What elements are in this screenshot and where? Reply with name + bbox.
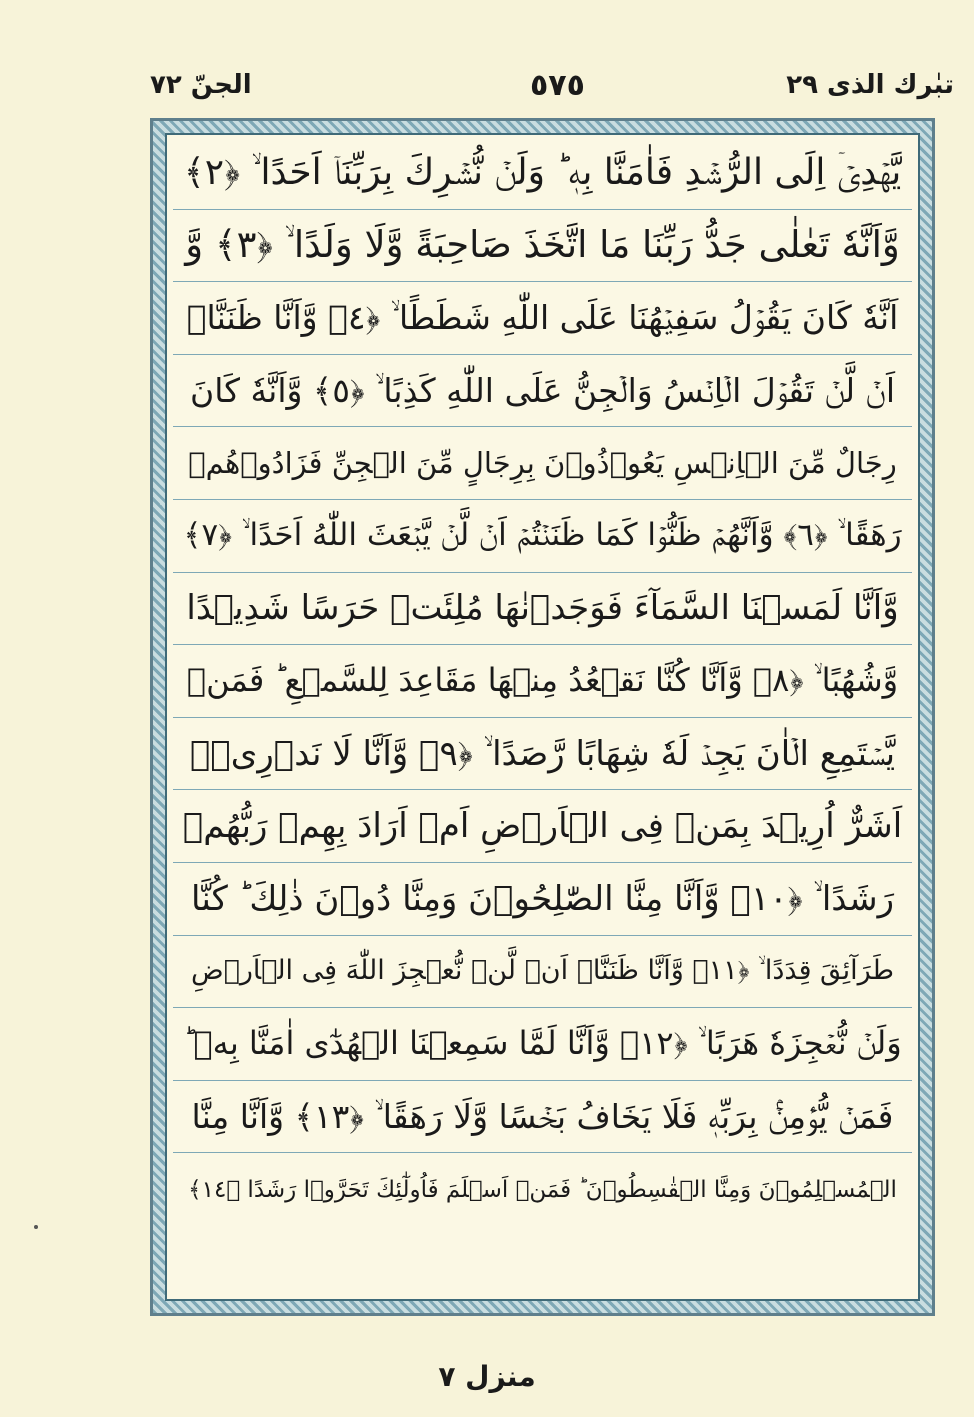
- verse-line: فَمَنۡ يُّؤۡمِنۡۢ بِرَبِّهٖ فَلَا يَخَافُ بَخۡسًا وَّلَا رَهَقًا ۙ‏ ﴿١٣﴾ وَّاَنَّا مِنَّا: [173, 1081, 912, 1154]
- text-panel: [165, 133, 920, 1301]
- page-number: ٥٧٥: [530, 68, 585, 103]
- juz-name: تبٰرك الذى ٢٩: [786, 70, 954, 100]
- margin-dot: [34, 1225, 38, 1229]
- verse-line: يَّهۡدِىۡۤ اِلَى الرُّشۡدِ فَاٰمَنَّا بِهٖ ؕ وَلَنۡ نُّشۡرِكَ بِرَبِّنَاۤ اَحَدًا ۙ‏ ﴿٢﴾: [173, 137, 912, 210]
- verse-line: رِجَالٌ مِّنَ الۡاِنۡسِ يَعُوۡذُوۡنَ بِرِجَالٍ مِّنَ الۡجِنِّ فَزَادُوۡهُمۡ: [173, 427, 912, 500]
- manzil-label: منزل ۷: [438, 1360, 536, 1393]
- verse-line: رَهَقًا ۙ‏ ﴿٦﴾ وَّاَنَّهُمۡ ظَنُّوۡا كَمَا ظَنَنۡتُمۡ اَنۡ لَّنۡ يَّبۡعَثَ اللّٰهُ اَحَدًا ۙ‏ ﴿٧﴾: [173, 500, 912, 573]
- verse-line: وَلَنۡ نُّعۡجِزَهٗ هَرَبًا ۙ‏ ﴿١٢﴾ وَّاَنَّا لَمَّا سَمِعۡنَا الۡهُدٰٓى اٰمَنَّا بِهٖ ؕ: [173, 1008, 912, 1081]
- verse-line: اَنَّهٗ كَانَ يَقُوۡلُ سَفِيۡهُنَا عَلَى اللّٰهِ شَطَطًا ۙ‏ ﴿٤﴾ وَّاَنَّا ظَنَنَّاۤ: [173, 282, 912, 355]
- verse-line: اَشَرٌّ اُرِيۡدَ بِمَنۡ فِى الۡاَرۡضِ اَمۡ اَرَادَ بِهِمۡ رَبُّهُمۡ: [173, 790, 912, 863]
- verse-line: وَّاَنَّهٗ تَعٰلٰى جَدُّ رَبِّنَا مَا اتَّخَذَ صَاحِبَةً وَّلَا وَلَدًا ۙ‏ ﴿٣﴾ وَّ: [173, 210, 912, 283]
- verse-line: يَّسۡتَمِعِ الۡاٰنَ يَجِدۡ لَهٗ شِهَابًا رَّصَدًا ۙ‏ ﴿٩﴾ وَّاَنَّا لَا نَدۡرِىۡۤ: [173, 718, 912, 791]
- verse-line: اَنۡ لَّنۡ تَقُوۡلَ الۡاِنۡسُ وَالۡجِنُّ عَلَى اللّٰهِ كَذِبًا ۙ‏ ﴿٥﴾ وَّاَنَّهٗ كَانَ: [173, 355, 912, 428]
- verse-lines: [173, 137, 912, 1295]
- verse-line: الۡمُسۡلِمُوۡنَ وَمِنَّا الۡقٰسِطُوۡنَ ؕ فَمَنۡ اَسۡلَمَ فَاُولٰٓئِكَ تَحَرَّوۡا رَشَدًا ﴿١٤﴾: [188, 1176, 897, 1203]
- surah-name: الجنّ ٧٢: [150, 70, 252, 100]
- verse-line: طَرَآئِقَ قِدَدًا ۙ‏ ﴿١١﴾ وَّاَنَّا ظَنَنَّاۤ اَنۡ لَّنۡ نُّعۡجِزَ اللّٰهَ فِى الۡاَرۡضِ: [173, 936, 912, 1009]
- verse-line: وَّاَنَّا لَمَسۡنَا السَّمَآءَ فَوَجَدۡنٰهَا مُلِئَتۡ حَرَسًا شَدِيۡدًا: [173, 573, 912, 646]
- page-header: [0, 0, 974, 118]
- verse-line: رَشَدًا ۙ‏ ﴿١٠﴾ وَّاَنَّا مِنَّا الصّٰلِحُوۡنَ وَمِنَّا دُوۡنَ ذٰلِكَ ؕ كُنَّا: [173, 863, 912, 936]
- verse-line: وَّشُهُبًا ۙ‏ ﴿٨﴾ وَّاَنَّا كُنَّا نَقۡعُدُ مِنۡهَا مَقَاعِدَ لِلسَّمۡعِ ؕ فَمَنۡ: [173, 645, 912, 718]
- decorative-border: [150, 118, 935, 1316]
